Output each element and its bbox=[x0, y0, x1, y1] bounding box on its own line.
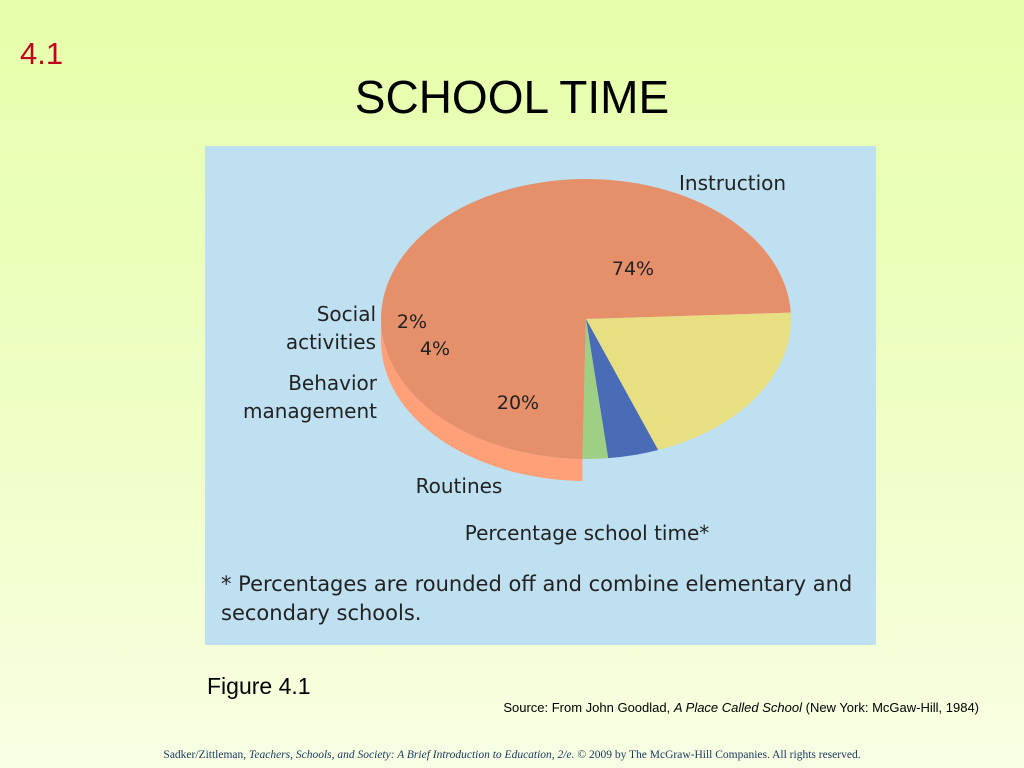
copyright-credit bbox=[0, 749, 1024, 761]
source-prefix: Source: From John Goodlad, bbox=[503, 700, 674, 715]
credit-book-title: Teachers, Schools, and Society: A Brief Introduction to Education, 2/e. bbox=[249, 749, 575, 761]
credit-rest: © 2009 by The McGraw-Hill Companies. All rights reserved. bbox=[574, 749, 861, 761]
figure-panel bbox=[205, 146, 876, 645]
source-suffix: (New York: McGaw-Hill, 1984) bbox=[802, 700, 979, 715]
credit-authors: Sadker/Zittleman, bbox=[163, 749, 250, 761]
slice-label-social-activities: Social activities bbox=[285, 302, 376, 354]
slide-title: SCHOOL TIME bbox=[354, 71, 670, 123]
slice-value-behavior-management: 4% bbox=[419, 338, 451, 360]
source-citation bbox=[503, 700, 979, 715]
source-book-title: A Place Called School bbox=[673, 700, 802, 715]
slice-value-routines: 20% bbox=[496, 392, 540, 414]
figure-caption: Figure 4.1 bbox=[207, 673, 311, 699]
slice-label-behavior-management: Behavior management bbox=[243, 371, 377, 423]
slide-number: 4.1 bbox=[20, 36, 64, 71]
chart-footnote: * Percentages are rounded off and combine elementary and secondary schools. bbox=[221, 572, 853, 625]
slice-value-instruction: 74% bbox=[611, 258, 655, 280]
chart-title: Percentage school time* bbox=[464, 521, 710, 545]
slice-value-social-activities: 2% bbox=[396, 311, 428, 333]
slice-label-routines: Routines bbox=[415, 474, 503, 498]
slice-label-instruction: Instruction bbox=[679, 171, 787, 195]
